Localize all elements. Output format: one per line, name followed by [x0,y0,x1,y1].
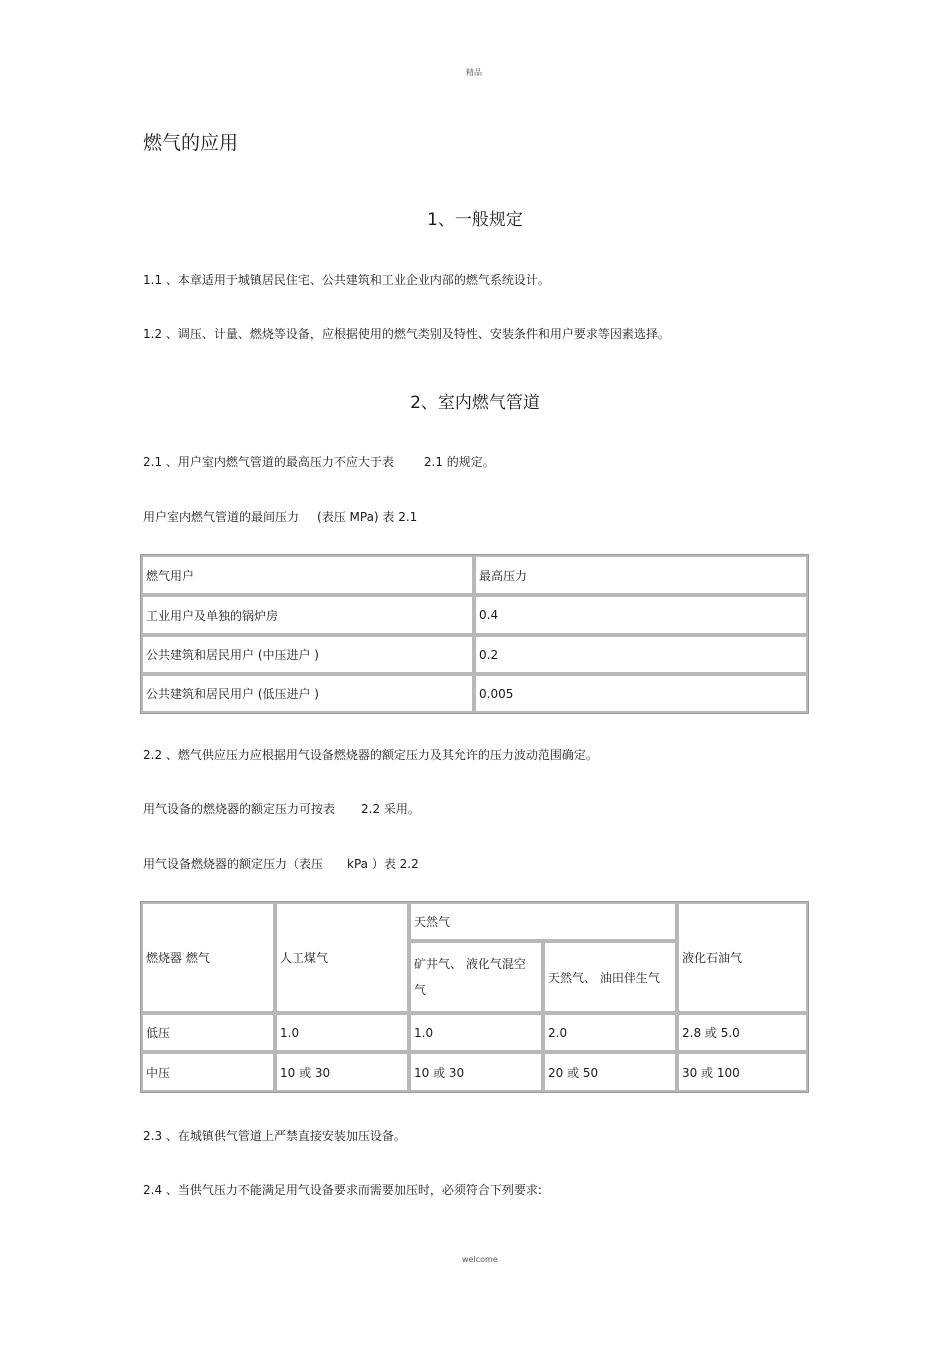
table-header-cell: 天然气 [409,902,677,941]
table-corner-cell: 燃烧器 燃气 [141,902,275,1013]
table-cell: 2.0 [543,1013,677,1052]
subheader-line: 气 [414,983,427,997]
table-cell: 0.4 [474,595,808,635]
paragraph-2-1-ref: 2.1 的规定。 [423,455,495,469]
subheader-line: 矿井气、 液化气混空 [414,957,526,971]
footer-mark: welcome [462,1255,498,1264]
paragraph-2-1-text: 2.1 、用户室内燃气管道的最高压力不应大于表 [143,455,394,469]
table-max-pressure [140,554,809,714]
table-cell: 2.8 或 5.0 [677,1013,808,1052]
paragraph-2-2b [143,800,420,817]
table2-caption [143,855,419,872]
section-heading-2: 2、室内燃气管道 [410,393,540,413]
table-cell: 中压 [141,1052,275,1092]
table-cell: 低压 [141,1013,275,1052]
table-cell: 工业用户及单独的锅炉房 [141,595,474,635]
table-cell: 10 或 30 [409,1052,543,1092]
table-cell: 0.005 [474,674,808,713]
table-cell: 公共建筑和居民用户 (低压进户 ) [141,674,474,713]
table2-caption-unit: kPa ）表 2.2 [347,857,419,871]
paragraph-1-1: 1.1 、本章适用于城镇居民住宅、公共建筑和工业企业内部的燃气系统设计。 [143,273,550,287]
table-cell: 1.0 [409,1013,543,1052]
table-row [141,555,808,595]
table-row [141,1013,808,1052]
table-header-cell: 人工煤气 [275,902,409,1013]
paragraph-2-4: 2.4 、当供气压力不能满足用气设备要求而需要加压时，必须符合下列要求: [143,1183,542,1197]
table-cell: 30 或 100 [677,1052,808,1092]
paragraph-2-2: 2.2 、燃气供应压力应根据用气设备燃烧器的额定压力及其允许的压力波动范围确定。 [143,748,598,762]
table-row [141,1052,808,1092]
table-row [141,674,808,713]
paragraph-2-1 [143,453,495,470]
paragraph-2-3: 2.3 、在城镇供气管道上严禁直接安装加压设备。 [143,1129,406,1143]
table1-caption-text: 用户室内燃气管道的最间压力 [143,510,300,524]
paragraph-2-2b-ref: 2.2 采用。 [361,802,420,816]
table-cell: 0.2 [474,635,808,674]
table-burner-pressure [140,901,809,1093]
table-row [141,595,808,635]
table1-caption-unit: (表压 MPa) 表 2.1 [317,510,418,524]
table-cell: 10 或 30 [275,1052,409,1092]
table-header-cell: 最高压力 [474,555,808,595]
paragraph-1-2: 1.2 、调压、计量、燃烧等设备，应根据使用的燃气类别及特性、安装条件和用户要求等因素选择。 [143,327,670,341]
paragraph-2-2b-text: 用气设备的燃烧器的额定压力可按表 [143,802,336,816]
section-heading-1: 1、一般规定 [427,210,523,230]
table-row [141,902,808,941]
table1-caption [143,508,417,525]
table-header-cell: 燃气用户 [141,555,474,595]
table-subheader-cell: 天然气、 油田伴生气 [543,941,677,1013]
table-cell: 20 或 50 [543,1052,677,1092]
header-mark: 精品 [466,68,482,77]
table-row [141,635,808,674]
table-header-cell: 液化石油气 [677,902,808,1013]
table-cell: 1.0 [275,1013,409,1052]
table-subheader-cell [409,941,543,1013]
table-cell: 公共建筑和居民用户 (中压进户 ) [141,635,474,674]
document-title: 燃气的应用 [143,132,239,154]
table2-caption-text: 用气设备燃烧器的额定压力（表压 [143,857,324,871]
